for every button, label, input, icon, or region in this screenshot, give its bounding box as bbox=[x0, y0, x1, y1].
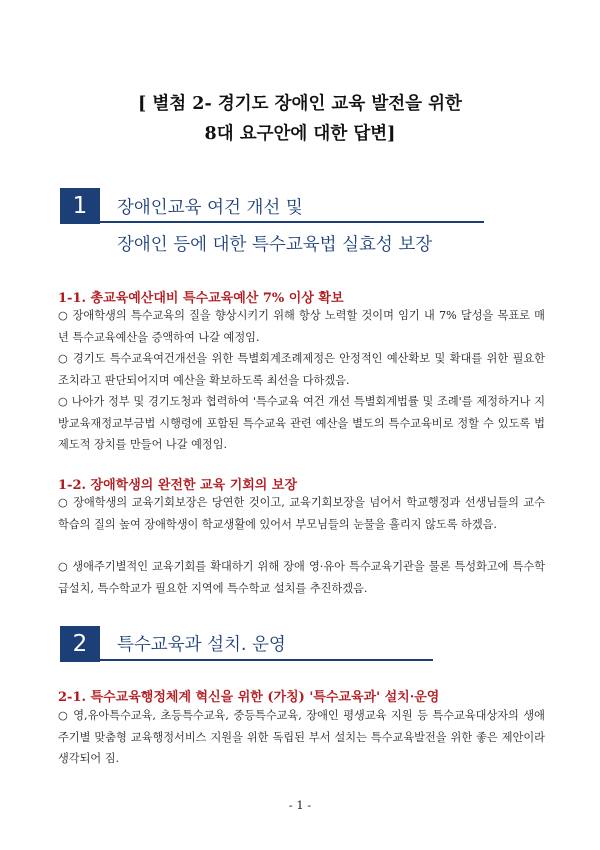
section-1-title-line-2: 장애인 등에 대한 특수교육법 실효성 보장 bbox=[117, 235, 433, 255]
subsection-1-2-heading: 1-2. 장애학생의 완전한 교육 기회의 보장 bbox=[58, 478, 298, 493]
subsection-2-1-heading: 2-1. 특수교육행정체계 혁신을 위한 (가칭) '특수교육과' 설치·운영 bbox=[58, 690, 440, 705]
section-1-title-line-1: 장애인교육 여건 개선 및 bbox=[117, 198, 303, 218]
section-1-number-badge: 1 bbox=[60, 188, 100, 224]
document-title-line-1: [ 별첨 2- 경기도 장애인 교육 발전을 위한 bbox=[138, 94, 462, 114]
section-2-underline bbox=[100, 659, 433, 661]
document-title-line-2: 8대 요구안에 대한 답변] bbox=[204, 124, 396, 144]
subsection-1-1-heading: 1-1. 총교육예산대비 특수교육예산 7% 이상 확보 bbox=[58, 291, 344, 306]
subsection-1-1-paragraph-2: ○ 경기도 특수교육여건개선을 위한 특별회계조례제정은 안정적인 예산확보 및 확대를 위한 필요한 조치라고 판단되어지며 예산을 확보하도록 최선을 다하겠음. bbox=[58, 352, 545, 387]
subsection-1-1-paragraph-3: ○ 나아가 정부 및 경기도청과 협력하여 '특수교육 여건 개선 특별회계법률 및 조례'를 제정하거나 지방교육재정교부금법 시행령에 포함된 특수교육 관련 예산을 별도의 특수교육비로 정할 수 있도록 법제도적 장치를 만들어 나갈 예정임. bbox=[58, 395, 545, 451]
section-1-underline bbox=[100, 221, 484, 223]
subsection-1-2-paragraph-1: ○ 장애학생의 교육기회보장은 당연한 것이고, 교육기회보장을 넘어서 학교행정과 선생님들의 교수학습의 질의 높여 장애학생이 학교생활에 있어서 부모님들의 눈물을 흘리지 않도록 하겠음. bbox=[58, 496, 545, 531]
subsection-2-1-paragraph-1: ○ 영,유아특수교육, 초등특수교육, 중등특수교육, 장애인 평생교육 지원 등 특수교육대상자의 생애주기별 맞춤형 교육행정서비스 지원을 위한 독립된 부서 설치는 특수교육발전을 위한 좋은 제안이라 생각되어 짐. bbox=[58, 709, 545, 765]
subsection-1-1-paragraph-1: ○ 장애학생의 특수교육의 질을 향상시키기 위해 항상 노력할 것이며 임기 내 7% 달성을 목표로 매년 특수교육예산을 증액하여 나갈 예정임. bbox=[58, 309, 545, 344]
page-number: - 1 - bbox=[288, 798, 312, 812]
section-2-number-badge: 2 bbox=[60, 626, 100, 662]
subsection-1-2-paragraph-2: ○ 생애주기별적인 교육기회를 확대하기 위해 장애 영·유아 특수교육기관을 물론 특성화고에 특수학급설치, 특수학교가 필요한 지역에 특수학교 설치를 추진하겠음. bbox=[58, 560, 545, 595]
section-2-title: 특수교육과 설치. 운영 bbox=[117, 635, 286, 655]
